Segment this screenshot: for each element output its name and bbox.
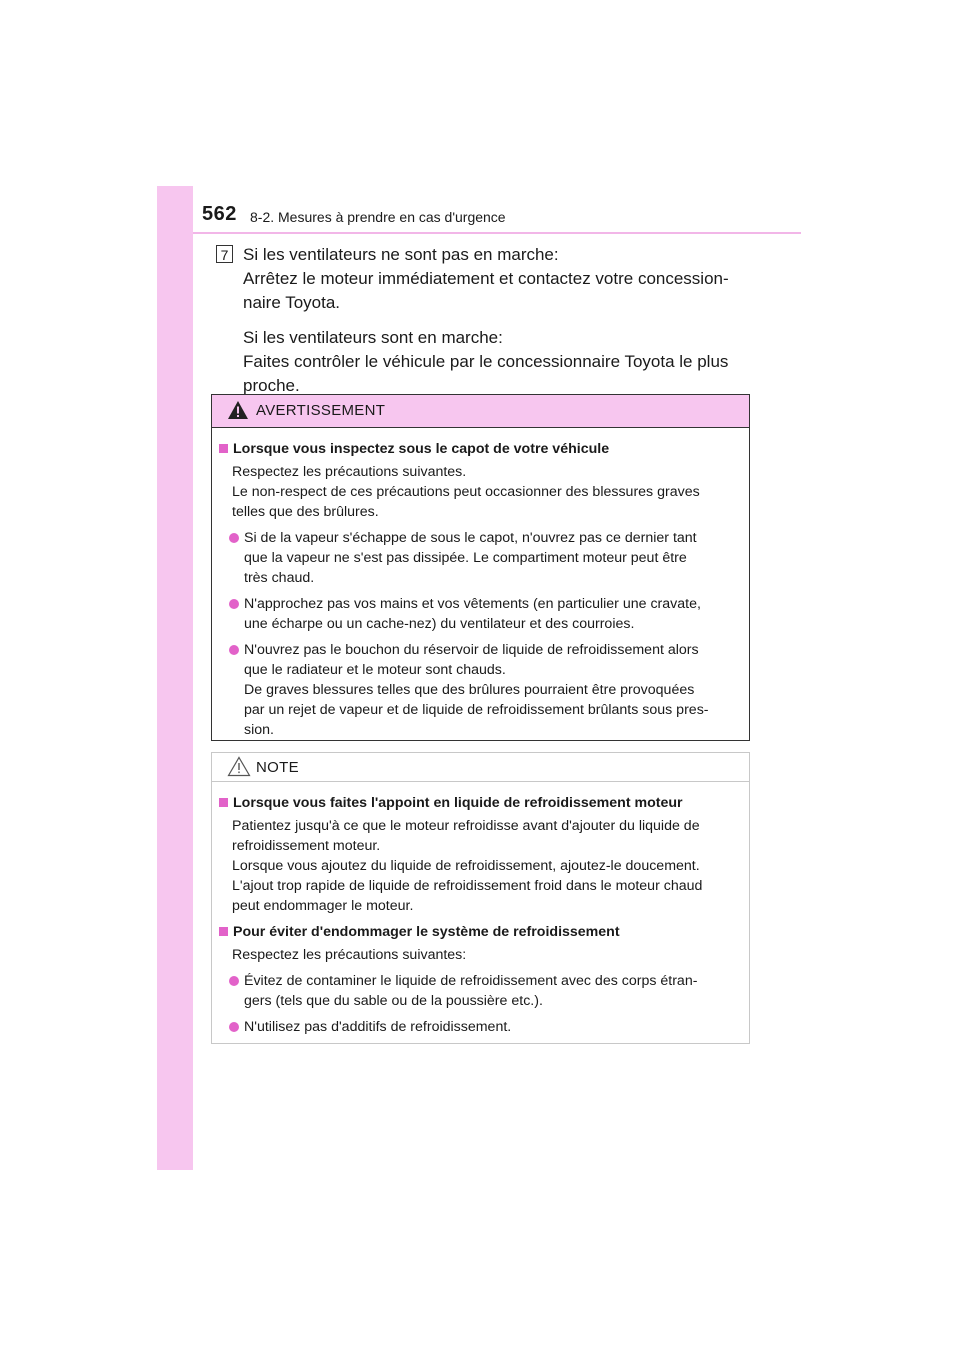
note-body [212,782,749,1037]
section-title: 8-2. Mesures à prendre en cas d'urgence [250,209,506,225]
circle-bullet-icon [229,599,239,609]
page-number: 562 [202,203,237,225]
square-bullet-icon [219,927,228,936]
warning-heading: Lorsque vous inspectez sous le capot de votre véhicule [219,439,741,459]
header-rule [193,232,801,234]
note-title: NOTE [256,759,299,776]
note-heading: Pour éviter d'endommager le système de refroidissement [219,922,741,942]
list-item: N'utilisez pas d'additifs de refroidissement. [219,1017,741,1037]
warning-body [212,428,749,740]
circle-bullet-icon [229,1022,239,1032]
step-line: Faites contrôler le véhicule par le concessionnaire Toyota le plus [243,352,729,371]
step-line: Si les ventilateurs sont en marche: [243,328,503,347]
square-bullet-icon [219,798,228,807]
step-line: proche. [243,376,300,395]
warning-title: AVERTISSEMENT [256,402,386,419]
note-paragraph: Respectez les précautions suivantes: [232,947,467,963]
step-number-badge: 7 [216,245,233,263]
circle-bullet-icon [229,533,239,543]
note-box [211,752,750,1044]
list-item: Si de la vapeur s'échappe de sous le capot, n'ouvrez pas ce dernier tant que la vapeur ne s'est pas dissipée. Le compartiment moteur peut être très chaud. [219,528,741,588]
step-instructions [243,243,745,398]
circle-bullet-icon [229,976,239,986]
circle-bullet-icon [229,645,239,655]
step-line: naire Toyota. [243,293,341,312]
square-bullet-icon [219,444,228,453]
note-heading: Lorsque vous faites l'appoint en liquide de refroidissement moteur [219,793,741,813]
warning-intro: Respectez les précautions suivantes. Le non-respect de ces précautions peut occasionner des blessures graves telles que des brûlures. [232,464,700,520]
list-item: N'approchez pas vos mains et vos vêtements (en particulier une cravate, une écharpe ou un cache-nez) du ventilateur et des courroies. [219,594,741,634]
warning-box [211,394,750,741]
list-item: N'ouvrez pas le bouchon du réservoir de liquide de refroidissement alors que le radiateur et le moteur sont chauds. De graves blessures telles que des brûlures pourraient être provoquées par un rejet de vapeur et de liquide de refroidissement brûlants sous pres- sion. [219,640,741,740]
warning-header [212,395,749,428]
list-item: Évitez de contaminer le liquide de refroidissement avec des corps étran- gers (tels que du sable ou de la poussière etc.). [219,971,741,1011]
chapter-side-band [157,186,193,1170]
note-header [212,753,749,782]
warning-triangle-outline-icon [227,756,251,782]
step-line: Si les ventilateurs ne sont pas en marche: [243,245,559,264]
note-paragraph: Patientez jusqu'à ce que le moteur refroidisse avant d'ajouter du liquide de refroidissement moteur. Lorsque vous ajoutez du liquide de refroidissement, ajoutez-le doucement. L'ajout trop rapide de liquide de refroidissement froid dans le moteur chaud peut endommager le moteur. [232,818,703,914]
step-line: Arrêtez le moteur immédiatement et contactez votre concession- [243,269,729,288]
warning-triangle-icon [227,400,249,425]
